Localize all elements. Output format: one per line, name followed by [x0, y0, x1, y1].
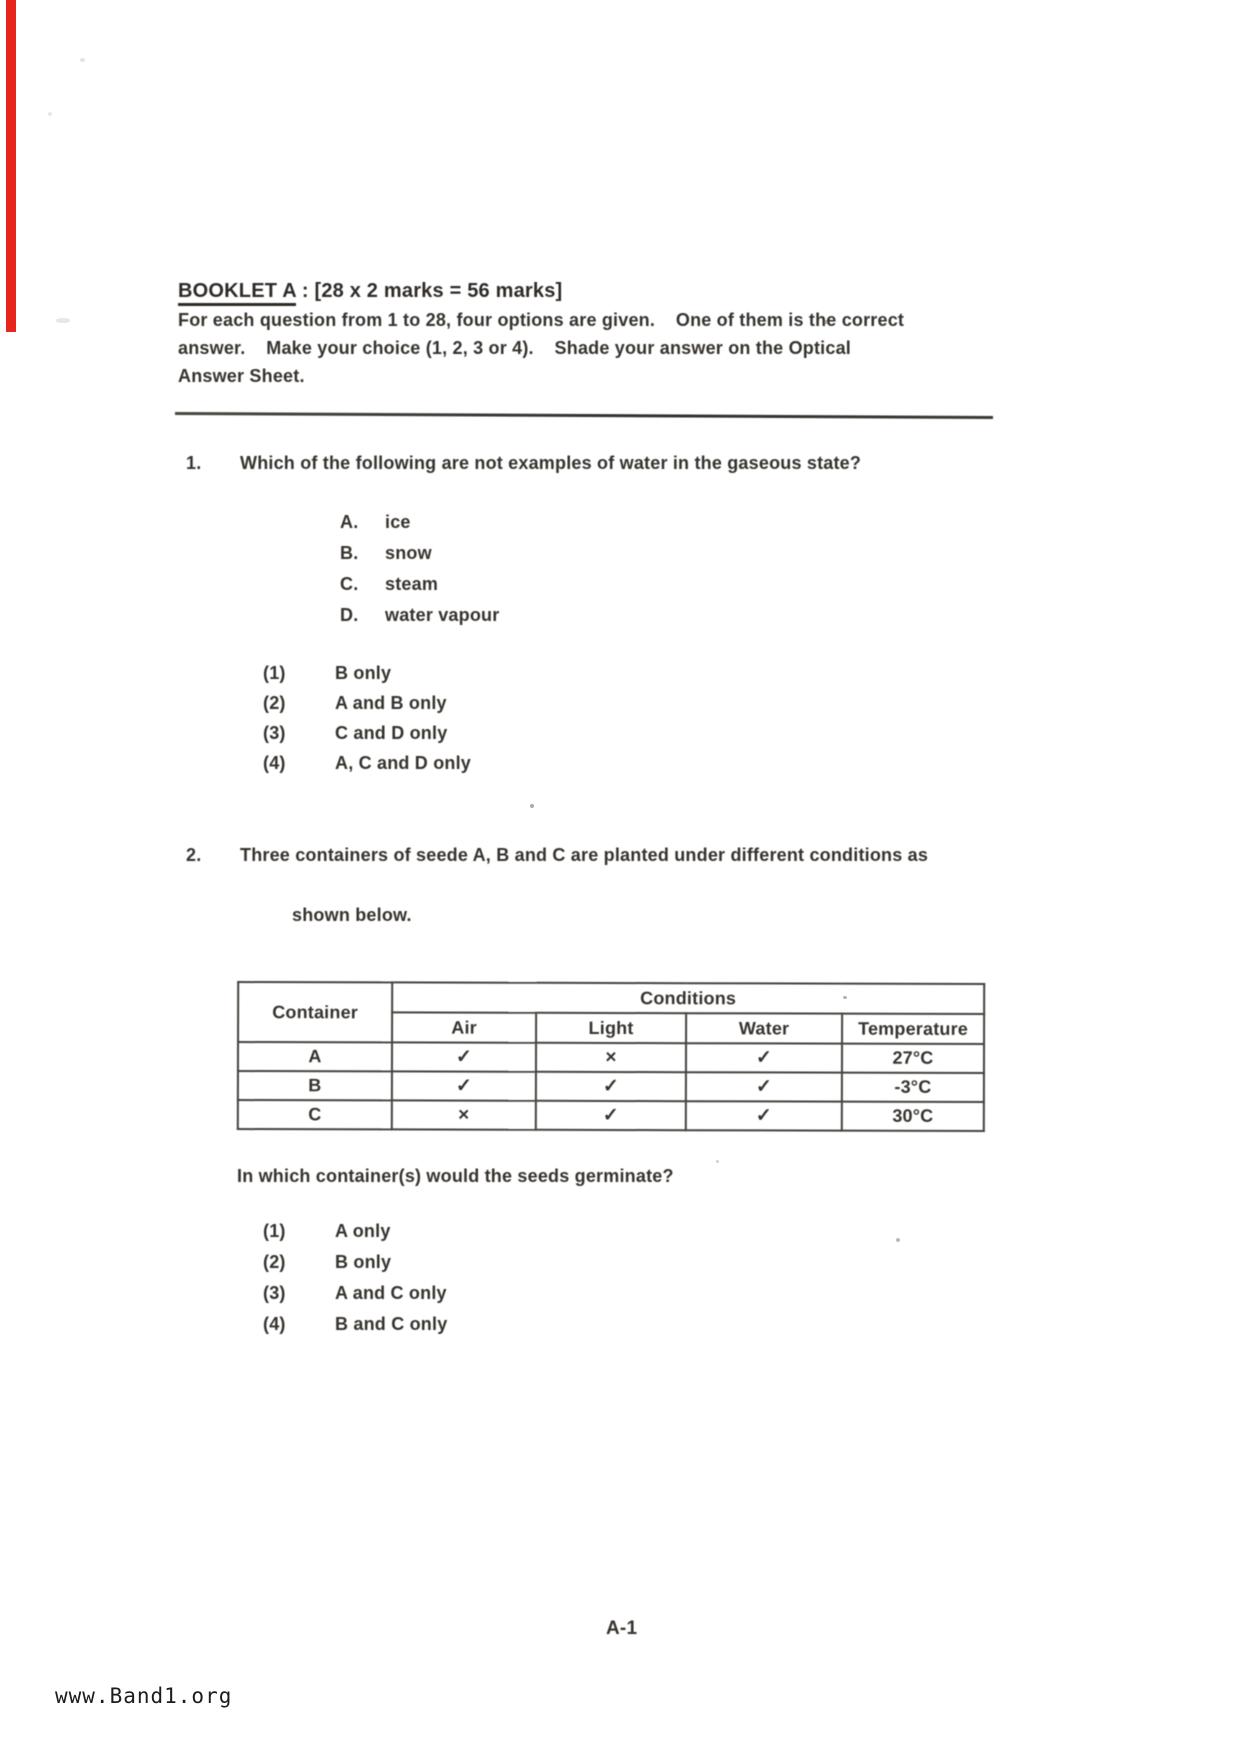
table-row	[238, 1042, 984, 1073]
item-label: C.	[340, 574, 359, 594]
option-text: C and D only	[335, 723, 448, 743]
option-text: A only	[335, 1221, 391, 1241]
question-1-text: Which of the following are not examples of water in the gaseous state?	[240, 453, 862, 473]
option-label: (4)	[263, 753, 286, 773]
answer-option	[263, 1221, 1018, 1252]
question-1-items	[340, 512, 1018, 636]
instructions-line-2: answer. Make your choice (1, 2, 3 or 4). Shade your answer on the Optical	[178, 338, 852, 358]
scan-speck	[843, 996, 847, 999]
option-label: (4)	[263, 1314, 286, 1334]
col-header-light: Light	[536, 1013, 686, 1043]
option-text: B only	[335, 1252, 392, 1272]
question-1	[178, 450, 1018, 783]
option-text: A and B only	[335, 693, 447, 713]
scan-speck	[80, 58, 85, 62]
cell-c-temperature: 30°C	[842, 1102, 984, 1131]
booklet-title-line	[178, 276, 1018, 306]
answer-option	[263, 663, 1018, 693]
option-text: B and C only	[335, 1314, 448, 1334]
list-item	[340, 574, 1018, 605]
cell-a-light: ×	[536, 1043, 686, 1072]
cell-a-air: ✓	[392, 1042, 536, 1071]
cell-c-air: ×	[392, 1100, 536, 1129]
question-1-head	[178, 450, 1018, 476]
question-2-number: 2.	[186, 845, 202, 865]
cell-container-a: A	[238, 1042, 392, 1071]
item-label: D.	[340, 605, 359, 625]
cell-c-light: ✓	[536, 1101, 686, 1130]
option-label: (1)	[263, 663, 286, 683]
booklet-header	[178, 276, 1018, 390]
section-divider	[175, 412, 993, 419]
cell-c-water: ✓	[686, 1101, 842, 1130]
option-label: (3)	[263, 1283, 286, 1303]
option-text: A, C and D only	[335, 753, 472, 773]
cell-b-temperature: -3°C	[842, 1073, 984, 1102]
cell-b-water: ✓	[686, 1072, 842, 1101]
table-row	[238, 1100, 984, 1131]
scan-speck	[896, 1238, 900, 1242]
booklet-title: BOOKLET A	[178, 280, 296, 306]
scan-speck	[530, 804, 534, 808]
scan-speck	[824, 320, 828, 324]
col-header-water: Water	[686, 1013, 842, 1043]
site-watermark: www.Band1.org	[55, 1684, 233, 1708]
option-label: (2)	[263, 693, 286, 713]
conditions-table	[237, 981, 985, 1132]
list-item	[340, 543, 1018, 574]
answer-option	[263, 723, 1018, 753]
cell-b-air: ✓	[392, 1071, 536, 1100]
col-header-temperature: Temperature	[842, 1014, 984, 1044]
table-header-row	[238, 982, 984, 1014]
item-label: A.	[340, 512, 359, 532]
scan-speck	[56, 318, 70, 323]
option-text: B only	[335, 663, 392, 683]
question-1-number: 1.	[186, 453, 202, 473]
item-text: steam	[385, 574, 439, 594]
question-2-head	[178, 840, 1018, 960]
list-item	[340, 512, 1018, 543]
col-header-container: Container	[238, 982, 392, 1042]
option-label: (1)	[263, 1221, 286, 1241]
item-text: snow	[385, 543, 432, 563]
answer-option	[263, 1314, 1018, 1345]
col-header-air: Air	[392, 1012, 536, 1042]
table-row	[238, 1071, 984, 1102]
answer-option	[263, 753, 1018, 783]
question-2	[178, 840, 1018, 1345]
question-1-options	[263, 663, 1018, 783]
question-2-prompt: In which container(s) would the seeds germinate?	[237, 1166, 674, 1186]
cell-a-temperature: 27°C	[842, 1044, 984, 1073]
item-text: ice	[385, 512, 411, 532]
list-item	[340, 605, 1018, 636]
answer-option	[263, 1283, 1018, 1314]
answer-option	[263, 693, 1018, 723]
scan-speck	[716, 1160, 719, 1163]
page-number: A-1	[606, 1618, 638, 1639]
answer-option	[263, 1252, 1018, 1283]
option-label: (3)	[263, 723, 286, 743]
option-text: A and C only	[335, 1283, 447, 1303]
instructions-line-1: For each question from 1 to 28, four options are given. One of them is the correct	[178, 310, 905, 330]
question-2-text-line-1: Three containers of seede A, B and C are planted under different conditions as	[240, 845, 929, 865]
cell-b-light: ✓	[536, 1072, 686, 1101]
scan-speck	[48, 112, 52, 116]
cell-a-water: ✓	[686, 1043, 842, 1072]
question-2-text	[240, 840, 928, 960]
cell-container-b: B	[238, 1071, 392, 1100]
col-group-header-conditions: Conditions	[392, 982, 984, 1014]
item-text: water vapour	[385, 605, 500, 625]
question-2-text-line-2: shown below.	[292, 905, 412, 925]
booklet-marks: : [28 x 2 marks = 56 marks]	[296, 280, 563, 302]
instructions-line-3: Answer Sheet.	[178, 366, 305, 386]
cell-container-c: C	[238, 1100, 392, 1129]
option-label: (2)	[263, 1252, 286, 1272]
question-2-options	[263, 1221, 1018, 1345]
item-label: B.	[340, 543, 359, 563]
